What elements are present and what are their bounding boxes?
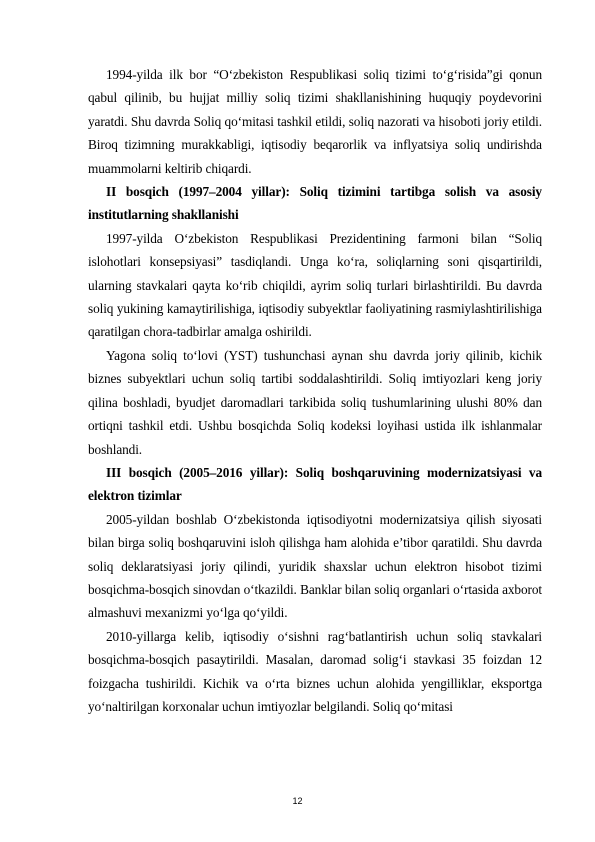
- paragraph-2005-modernization: 2005-yildan boshlab O‘zbekistonda iqtisodiyotni modernizatsiya qilish siyosati bilan birga soliq boshqaruvini isloh qilishga ham alohida e’tibor qaratildi. Shu davrda soliq deklaratsiyasi joriy qilindi, yuridik shaxslar uchun elektron hisobot tizimi bosqichma-bosqich sinovdan o‘tkazildi. Banklar bilan soliq organlari o‘rtasida axborot almashuvi mexanizmi yo‘lga qo‘yildi.: [88, 511, 542, 621]
- paragraph-single-tax: Yagona soliq to‘lovi (YST) tushunchasi aynan shu davrda joriy qilinib, kichik biznes subyektlari uchun soliq tartibi soddalashtirildi. Soliq imtiyozlari keng joriy qilina boshladi, byudjet daromadlari tarkibida soliq tushumlarining ulushi 80% dan ortiqni tashkil etdi. Ushbu bosqichda Soliq kodeksi loyihasi ustida ilk ishlanmalar boshlandi.: [88, 347, 542, 457]
- section-heading-stage-2: II bosqich (1997–2004 yillar): Soliq tizimini tartibga solish va asosiy institutlarning shakllanishi: [88, 184, 542, 223]
- section-heading-stage-3: III bosqich (2005–2016 yillar): Soliq boshqaruvining modernizatsiyasi va elektron tizimlar: [88, 464, 542, 504]
- paragraph-1994-law: 1994-yilda ilk bor “O‘zbekiston Respublikasi soliq tizimi to‘g‘risida”gi qonun qabul qilinib, bu hujjat milliy soliq tizimi shakllanishining huquqiy poydevorini yaratdi. Shu davrda Soliq qo‘mitasi tashkil etildi, soliq nazorati va hisoboti joriy etildi. Biroq tizimning murakkabligi, iqtisodiy beqarorlik va inflyatsiya soliq undirishda muammolarni keltirib chiqardi.: [88, 67, 542, 176]
- paragraph-1997-reform: 1997-yilda O‘zbekiston Respublikasi Prezidentining farmoni bilan “Soliq islohotlari konsepsiyasi” tasdiqlandi. Unga ko‘ra, soliqlarning soni qisqartirildi, ularning stavkalari qayta ko‘rib chiqildi, ayrim soliq turlari birlashtirildi. Bu davrda soliq yukining kamaytirilishiga, iqtisodiy subyektlar faoliyatining rasmiylashtirilishiga qaratilgan chora-tadbirlar amalga oshirildi.: [88, 230, 542, 340]
- page-number: 12: [292, 796, 303, 806]
- document-page: [88, 63, 542, 718]
- paragraph-2010-rates: 2010-yillarga kelib, iqtisodiy o‘sishni rag‘batlantirish uchun soliq stavkalari bosqichma-bosqich pasaytirildi. Masalan, daromad solig‘i stavkasi 35 foizdan 12 foizgacha tushirildi. Kichik va o‘rta biznes uchun alohida yengilliklar, eksportga yo‘naltirilgan korxonalar uchun imtiyozlar belgilandi. Soliq qo‘mitasi: [88, 628, 542, 714]
